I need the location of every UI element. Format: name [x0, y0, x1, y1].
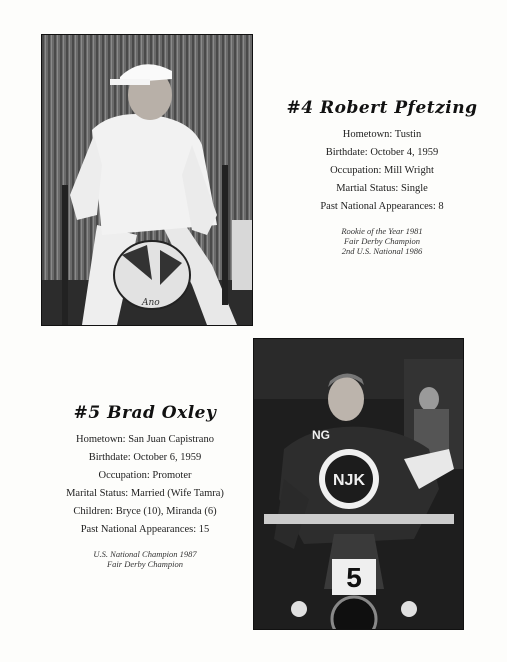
honor-item: 2nd U.S. National 1986	[341, 246, 423, 256]
rider-bio-1	[262, 98, 502, 256]
rider-photo-oxley	[253, 338, 464, 630]
hometown: Hometown: San Juan Capistrano	[76, 434, 214, 445]
rider-name: #4 Robert Pfetzing	[286, 98, 478, 118]
rider-photo-pfetzing	[41, 34, 253, 326]
honor-item: U.S. National Champion 1987	[93, 549, 197, 559]
occupation: Occupation: Promoter	[98, 470, 192, 481]
hometown: Hometown: Tustin	[342, 129, 422, 140]
rider-bio-2	[40, 403, 250, 569]
jersey-text: NG	[312, 428, 330, 442]
helmet-text: Ano	[142, 298, 160, 308]
national-appearances: Past National Appearances: 15	[80, 524, 210, 535]
birthdate: Birthdate: October 6, 1959	[88, 452, 202, 463]
honor-item: Rookie of the Year 1981	[341, 226, 423, 236]
honors-list	[40, 549, 250, 569]
honor-item: Fair Derby Champion	[343, 236, 421, 246]
rider-name: #5 Brad Oxley	[73, 403, 217, 423]
marital-status: Marital Status: Married (Wife Tamra)	[66, 488, 224, 499]
honors-list	[262, 226, 502, 256]
honor-item: Fair Derby Champion	[106, 559, 184, 569]
birthdate: Birthdate: October 4, 1959	[325, 147, 439, 158]
occupation: Occupation: Mill Wright	[330, 165, 434, 176]
children: Children: Bryce (10), Miranda (6)	[73, 506, 217, 517]
bike-number: 5	[346, 562, 362, 593]
marital-status: Martial Status: Single	[336, 183, 428, 194]
jersey-logo: NJK	[332, 472, 366, 489]
national-appearances: Past National Appearances: 8	[320, 201, 444, 212]
